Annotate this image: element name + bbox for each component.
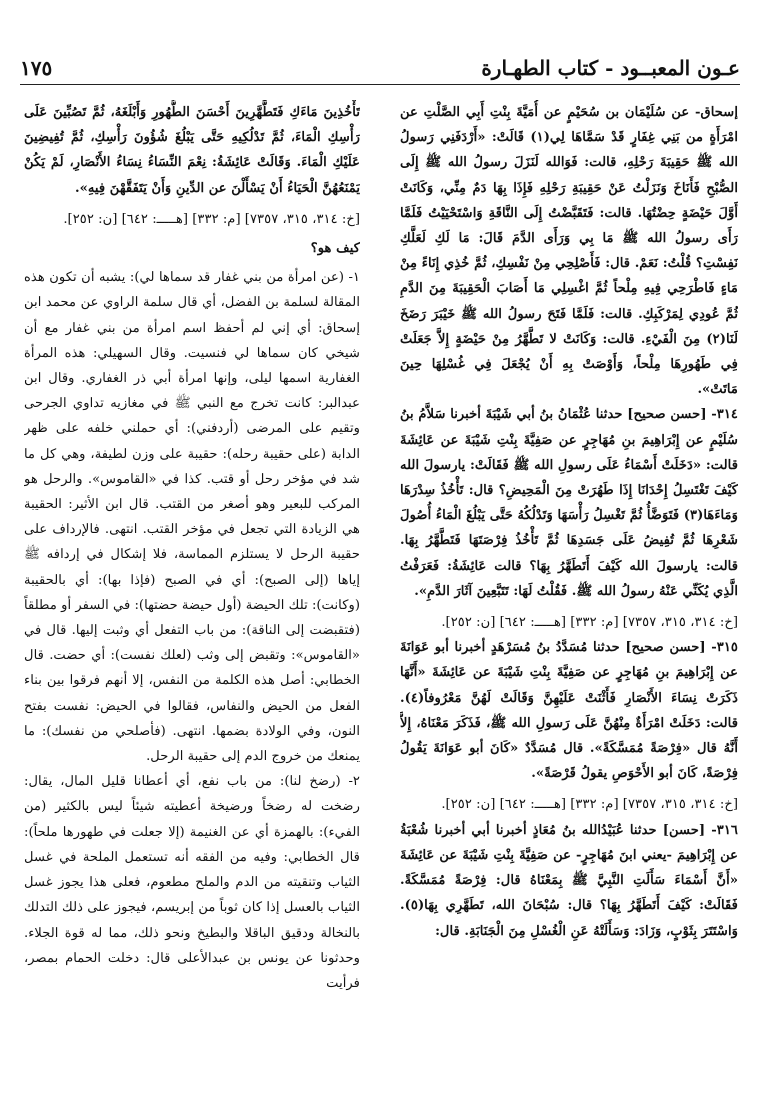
hadith-313-continuation: إسحاق- عن سُلَيْمَان بن سُحَيْمٍ عن أُمَيَّةَ بِنْتِ أَبِي الصَّلْتِ عن امْرَأَةٍ من بَنِي غِفَارٍ قَدْ سَمَّاهَا لِي(١) قَالَتْ: «أَرْدَفَنِي رَسولُ الله ﷺ حَقِيبَةَ رَحْلِهِ، قالت: فَوَالله لَنَزَلَ رسولُ الله ﷺ إِلَى الصُّبْحِ فَأَنَاخَ وَنَزَلْتُ عَنْ حَقِيبَةِ رَحْلِهِ فَإِذَا بِهَا دَمٌ مِنِّي، وَكَانَتْ أَوَّلَ حَيْضَةٍ حِضْتُهَا. قالت: فَتَقَبَّضْتُ إِلَى النَّاقَةِ وَاسْتَحْيَيْتُ فَلَمَّا رَأَى رسولُ الله ﷺ مَا بِي وَرَأَى الدَّمَ قَالَ: مَا لَكِ لَعَلَّكِ نَفِسْتِ؟ قُلْتُ: نَعَمْ. قال: فَأَصْلِحِي مِنْ نَفْسِكِ، ثُمَّ خُذِي إِنَاءً مِنْ مَاءٍ فَاطْرَحِي فِيهِ مِلْحاً ثُمَّ اغْسِلِي مَا أَصَابَ الْحَقِيبَةَ مِنَ الدَّمِ ثُمَّ عُودِي لِمَرْكَبِكِ. قالت: فَلَمَّا فَتَحَ رسولُ الله ﷺ خَيْبَرَ رَضَخَ لَنَا(٢) مِنَ الْفَيْءِ. قالت: وَكَانَتْ لا تَطَّهَّرُ مِنْ حَيْضَةٍ إِلاَّ جَعَلَتْ فِي طَهُورِهَا مِلْحاً، وَأَوْصَتْ بِهِ أَنْ يُجْعَلَ فِي غُسْلِهَا حِينَ مَاتَتْ». bbox=[400, 105, 738, 398]
page-number: ١٧٥ bbox=[20, 56, 53, 80]
hadith-315: ٣١٥- [حسن صحيح] حدثنا مُسَدَّدُ بنُ مُسَرْهَدٍ أخبرنا أبو عَوَانَةَ عن إِبْرَاهِيمَ بنِ مُهَاجِرٍ عن صَفِيَّةَ بِنْتِ شَيْبَةَ عن عَائِشَةَ «أَنَّهَا ذَكَرَتْ نِسَاءَ الأَنْصَارِ فَأَثْنَتْ عَلَيْهِنَّ وَقَالَتْ لَهُنَّ مَعْرُوفاً(٤). قالت: دَخَلَتْ امْرَأَةٌ مِنْهُنَّ عَلَى رَسولِ الله ﷺ، فَذَكَرَ مَعْنَاهُ، إِلاَّ أَنَّهُ قال «فِرْصَةً مُمَسَّكَةً». قال مُسَدَّدٌ «كَانَ أبو عَوَانَةَ يَقُولُ فِرْصَةً، كَانَ أبو الأَحْوَصِ يقولُ قَرْصَةً». bbox=[400, 640, 738, 782]
section-heading: كيف هو؟ bbox=[310, 241, 360, 257]
hadith-316: ٣١٦- [حسن] حدثنا عُبَيْدُالله بنُ مُعَاذٍ أخبرنا أبي أخبرنا شُعْبَةُ عن إِبْرَاهِيمَ -يعني ابنَ مُهَاجِرٍ- عن صَفِيَّةَ بِنْتِ شَيْبَةَ عن عَائِشَةَ «أَنَّ أَسْمَاءَ سَأَلَتِ النَّبِيَّ ﷺ بِمَعْنَاهُ قال: فِرْصَةً مُمَسَّكَةً. فَقَالَتْ: كَيْفَ أَتَطَهَّرُ بِهَا؟ قال: سُبْحَانَ الله، تَطَهَّرِي بِهَا(٥). وَاسْتَتَرَ بِثَوْبٍ، وَزَادَ: وَسَأَلَتْهُ عَنِ الْغُسْلِ مِنَ الْجَنَابَةِ. قال: bbox=[400, 822, 738, 939]
hadith-316-references: [خ: ٣١٤، ٣١٥، ٧٣٥٧] [م: ٣٣٢] [هـــــ: ٦٤٢] [ن: ٢٥٢]. bbox=[63, 211, 360, 227]
right-column bbox=[400, 100, 738, 1095]
running-title: عـون المعبــود - كتاب الطهـارة bbox=[481, 56, 740, 80]
footnote-1: ١- (عن امرأة من بني غفار قد سماها لي): يشبه أن تكون هذه المقالة لسلمة بن الفضل، أي قال سلمة الراوي عن محمد ابن إسحاق: أي إني لم أحفظ اسم امرأة من بني غفار مع أن شيخي كان سماها لي فنسيت. وقال السهيلي: هذه المرأة الغفارية اسمها ليلى، وإنها امرأة أبي ذر الغفاري. وقال ابن عبدالبر: كانت تخرج مع النبي ﷺ في مغازيه تداوي الجرحى وتقيم على المرضى (أردفني): أي حملني خلفه على ظهر الدابة (على حقيبة رحله): حقيبة على وزن لطيفة، وهي كل ما شد في مؤخر رحل أو قتب. كذا في «القاموس». والرحل هو المركب للبعير وهو أصغر من القتب. قال ابن الأثير: الحقيبة هي الزيادة التي تجعل في مؤخر القتب. انتهى. فالإرداف على حقيبة الرحل لا يستلزم المماسة، فلا إشكال في إردافه ﷺ إياها (إلى الصبح): أي في الصبح (فإذا بها): أي بالحقيبة (وكانت): تلك الحيضة (أول حيضة حضتها): في السفر أو مطلقاً (فتقبضت إلى الناقة): من باب التفعل أي وثبت إليها. قال في «القاموس»: وتقبض إلى وثب (لعلك نفست): أي حضت. قال الخطابي: أصل هذه الكلمة من النفس، إلا أنهم فرقوا بين بناء الفعل من الحيض والنفاس، فقالوا في الحيض: نفست بفتح النون، وفي الولادة بضمها. انتهى. (فأصلحي من نفسك): ما يمنعك من خروج الدم إلى حقيبة الرحل. bbox=[24, 270, 360, 765]
hadith-315-references: [خ: ٣١٤، ٣١٥، ٧٣٥٧] [م: ٣٣٢] [هـــــ: ٦٤٢] [ن: ٢٥٢]. bbox=[441, 797, 738, 813]
page-header bbox=[20, 40, 740, 85]
hadith-314: ٣١٤- [حسن صحيح] حدثنا عُثْمَانُ بنُ أبي شَيْبَةَ أخبرنا سَلاَّمُ بنُ سُلَيْمٍ عن إِبْرَاهِيمَ بنِ مُهَاجِرٍ عن صَفِيَّةَ بِنْتِ شَيْبَةَ عن عَائِشَةَ قالت: «دَخَلَتْ أَسْمَاءُ عَلَى رسولِ الله ﷺ فَقَالَتْ: يارسولَ الله كَيْفَ تَغْتَسِلُ إِحْدَانَا إِذَا طَهُرَتْ مِنَ الْمَحِيضِ؟ قال: تَأْخُذُ سِدْرَهَا وَمَاءَهَا(٣) فَتَوَضَّأُ ثُمَّ تَغْسِلُ رَأْسَهَا وَتَدْلُكُهُ حَتَّى يَبْلُغَ الْمَاءُ أُصُولَ شَعْرِهَا ثُمَّ تُفِيضُ عَلَى جَسَدِهَا ثُمَّ تَأْخُذُ فِرْصَتَهَا فَتَطَّهَّرُ بِهَا. قالت: يارسولَ الله كَيْفَ أَتَطَهَّرُ بِهَا؟ قالت عَائِشَةُ: فَعَرَفْتُ الَّذِي يُكَنِّي عَنْهُ رسولُ الله ﷺ. فَقُلْتُ لَهَا: تَتَبَّعِينَ آثَارَ الدَّمِ». bbox=[400, 407, 738, 599]
left-column bbox=[24, 100, 360, 1095]
hadith-316-continuation: تَأْخُذِينَ مَاءَكِ فَتَطَّهَّرِينَ أَحْسَنَ الطُّهُورِ وَأَبْلَغَهُ، ثُمَّ تَصُبِّينَ عَلَى رَأْسِكِ الْمَاءَ، ثُمَّ تَدْلُكِيهِ حَتَّى يَبْلُغَ شُؤُونَ رَأْسِكِ، ثُمَّ تُفِيضِينَ عَلَيْكِ الْمَاءَ. وَقَالَتْ عَائِشَةُ: نِعْمَ النِّسَاءُ نِسَاءُ الأَنْصَارِ، لَمْ يَكُنْ يَمْنَعُهُنَّ الْحَيَاءُ أَنْ يَسْأَلْنَ عن الدِّينِ وَأَنْ يَتَفَقَّهْنَ فِيهِ». bbox=[24, 105, 360, 196]
footnote-2: ٢- (رضخ لنا): من باب نفع، أي أعطانا قليل المال، يقال: رضخت له رضخاً ورضيخة أعطيته شيئاً ليس بالكثير (من الفيء): بالهمزة أي عن الغنيمة (إلا جعلت في طهورها ملحاً): قال الخطابي: وفيه من الفقه أنه تستعمل الملحة في غسل الثياب وتنقيته من الدم والملح مطعوم، فعلى هذا يجوز غسل الثياب بالعسل إذا كان ثوباً من إبريسم، فيجوز على ذلك التدلك بالنخالة ودقيق الباقلا والبطيخ ونحو ذلك، مما له قوة الجلاء. وحدثونا عن يونس بن عبدالأعلى قال: دخلت الحمام بمصر، فرأيت bbox=[24, 774, 360, 991]
hadith-314-references: [خ: ٣١٤، ٣١٥، ٧٣٥٧] [م: ٣٣٢] [هـــــ: ٦٤٢] [ن: ٢٥٢]. bbox=[441, 615, 738, 631]
